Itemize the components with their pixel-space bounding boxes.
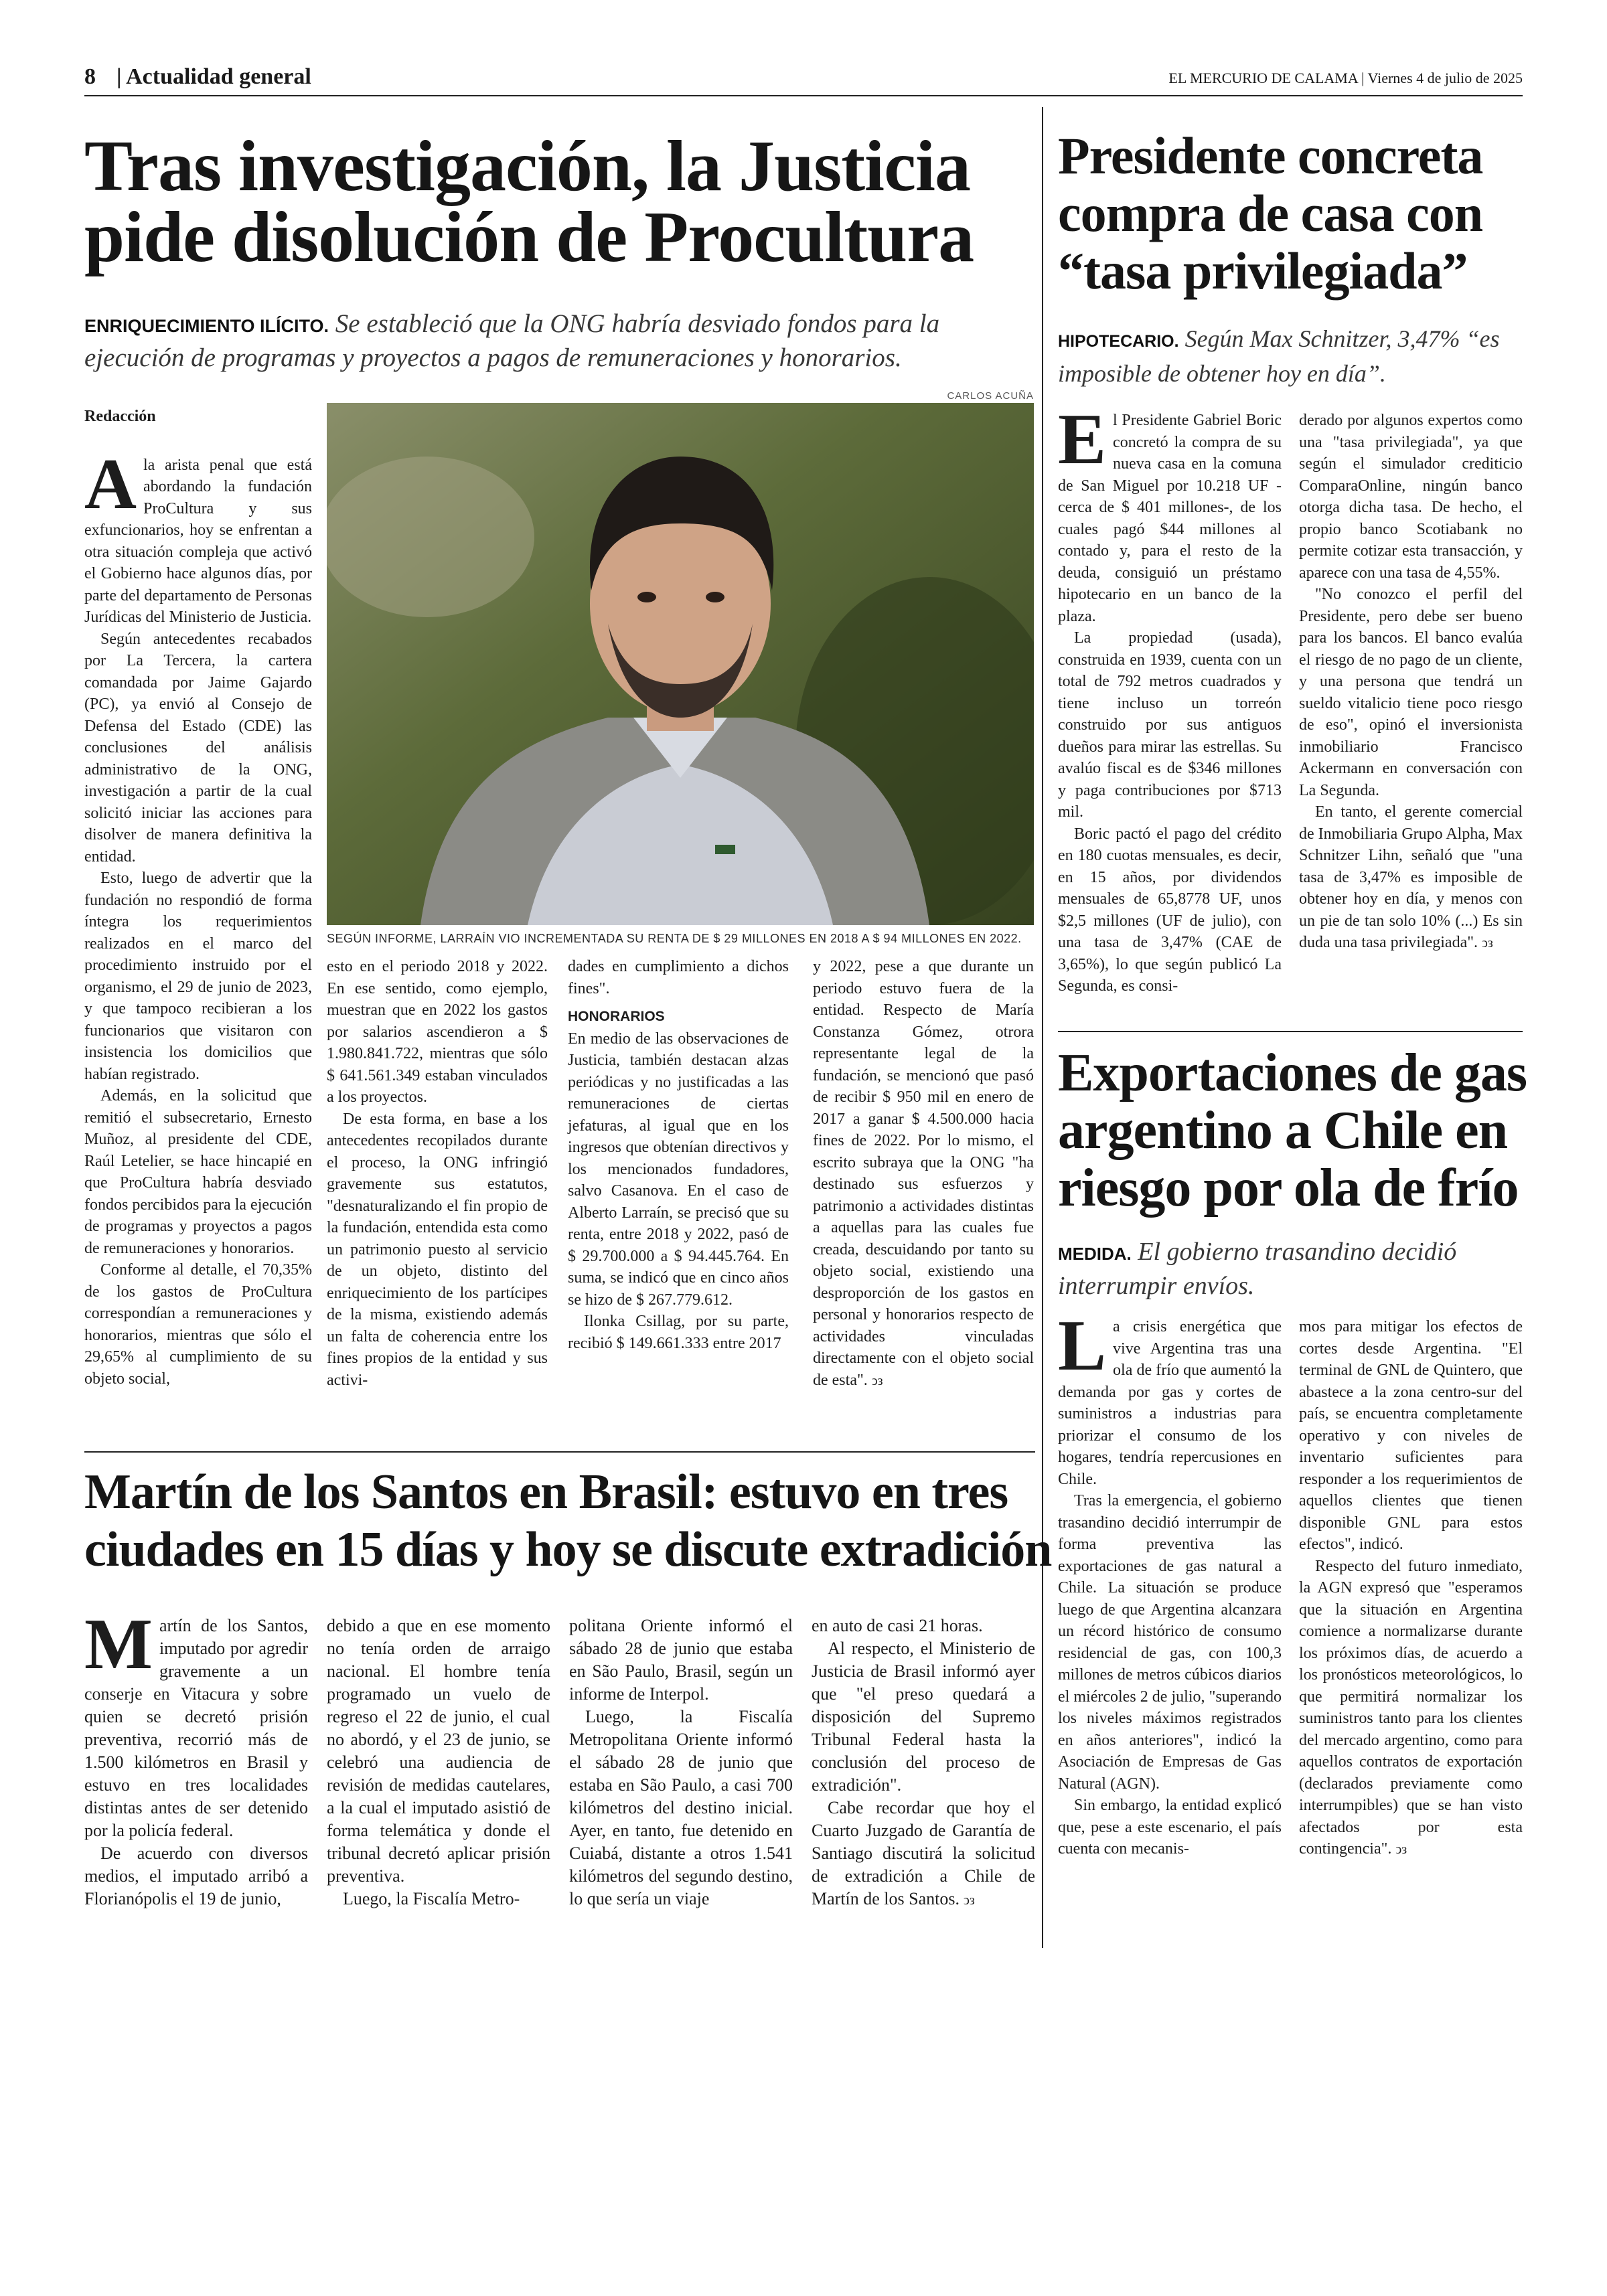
article-4-col-2 xyxy=(327,1615,550,1910)
article-4-col-1 xyxy=(84,1605,308,1910)
photo-credit: CARLOS ACUÑA xyxy=(947,390,1034,402)
page-header xyxy=(84,64,1523,96)
paragraph: Conforme al detalle, el 70,35% de los gastos de ProCultura correspondían a remuneraciones y honorarios, mientras que sólo el 29,65% al cumplimiento de su objeto social, xyxy=(84,1261,312,1388)
paragraph: La propiedad (usada), construida en 1939, cuenta con un total de 792 metros cuadrados y tiene incluso un torreón construido por sus antiguos dueños para mirar las estrellas. Su avalúo fiscal es de $346 millones y paga contribuciones por $713 mil. xyxy=(1058,629,1282,821)
headline-line: argentino a Chile en xyxy=(1058,1101,1508,1160)
kicker: HIPOTECARIO. xyxy=(1058,332,1179,351)
paragraph: en auto de casi 21 horas. xyxy=(812,1616,983,1635)
paragraph: esto en el periodo 2018 y 2022. En ese sentido, como ejemplo, muestran que en 2022 los gastos por salarios ascendieron a $ 1.980.841.722, mientras que sólo $ 641.561.349 estaban vinculados a los proyectos. xyxy=(327,958,548,1106)
paragraph: Según antecedentes recabados por La Tercera, la cartera comandada por Jaime Gajardo (PC), ya envió al Consejo de Defensa del Estado (CDE) las conclusiones del análisis administrativo de la ONG, investigación a partir de la cual solicitó iniciar las acciones para disolver de manera definitiva la entidad. xyxy=(84,630,312,866)
section-name: | Actualidad general xyxy=(117,64,311,89)
paragraph: Además, en la solicitud que remitió el subsecretario, Ernesto Muñoz, al presidente del CDE, Raúl Letelier, se hace hincapié en que ProCultura habría desviado fondos percibidos para la ejecución de programas y proyectos a pagos de remuneraciones y honorarios. xyxy=(84,1087,312,1257)
article-2-deck xyxy=(1058,323,1527,390)
headline-line: Presidente concreta xyxy=(1058,127,1483,185)
paragraph: dades en cumplimiento a dichos fines". xyxy=(568,958,789,997)
deck-text: Se estableció que la ONG habría desviado fondos para la ejecución de programas y proyectos a pagos de remuneraciones y honorarios. xyxy=(84,309,940,372)
paragraph: a crisis energética que vive Argentina tras una ola de frío que aumentó la demanda por gas y cortes de suministros a industrias para priorizar el consumo de los hogares, tendría repercusiones en Chile. xyxy=(1058,1318,1282,1488)
article-3-col-2 xyxy=(1299,1316,1523,1861)
portrait-illustration xyxy=(327,403,1034,925)
article-3-col-1 xyxy=(1058,1306,1282,1860)
paragraph: Tras la emergencia, el gobierno trasandino decidió interrumpir de forma preventiva las exportaciones de gas natural a Chile. La situación se produce luego de que Argentina alcanzara un récord histórico de consumo residencial de gas, con 100,3 millones de metros cúbicos diarios el miércoles 2 de julio, "superando los niveles máximos registrados en años anteriores", indicó la Asociación de Empresas de Gas Natural (AGN). xyxy=(1058,1492,1282,1793)
headline-line: riesgo por ola de frío xyxy=(1058,1159,1519,1218)
drop-cap: L xyxy=(1058,1306,1107,1386)
paragraph: En tanto, el gerente comercial de Inmobiliaria Grupo Alpha, Max Schnitzer Lihn, señaló que "una tasa de 3,47% es imposible de obtener hoy en día, y menos con un pie de tan solo 10% (...) Es sin duda una tasa privilegiada". xyxy=(1299,803,1523,951)
drop-cap: A xyxy=(84,444,137,524)
paragraph: Esto, luego de advertir que la fundación no respondió de forma íntegra los requerimientos realizados en el marco del procedimiento instruido por el organismo, el 29 de junio de 2023, y que tampoco recibieran a los funcionarios que visitaron con insistencia los domicilios que habían registrado. xyxy=(84,870,312,1083)
headline-line: Exportaciones de gas xyxy=(1058,1044,1527,1102)
paragraph: debido a que en ese momento no tenía orden de arraigo nacional. El hombre tenía programado un vuelo de regreso el 22 de junio, el cual no abordó, y el 23 de junio, se celebró una audiencia de revisión de medidas cautelares, a la cual el imputado asistió de forma telemática y donde el tribunal decretó aplicar prisión preventiva. xyxy=(327,1616,550,1886)
section-divider xyxy=(84,1451,1035,1453)
paragraph: y 2022, pese a que durante un periodo estuvo fuera de la entidad. Respecto de María Constanza Gómez, otrora representante legal de la fundación, se mencionó que pasó de recibir $ 950 mil en enero de 2017 a ganar $ 4.500.000 hacia fines de 2022. Por lo mismo, el escrito subraya que la ONG "ha destinado sus esfuerzos y patrimonio a actividades distintas a aquellas para las cuales fue creada, descuidando por tanto su objeto social, existiendo una desproporción de los gastos en personal y honorarios respecto de actividades vinculadas directamente con el objeto social de esta". xyxy=(813,958,1034,1389)
article-3-headline xyxy=(1058,1044,1527,1217)
headline-line: “tasa privilegiada” xyxy=(1058,242,1468,300)
headline-line: ciudades en 15 días y hoy se discute extradición xyxy=(84,1522,1052,1577)
paragraph: Boric pactó el pago del crédito en 180 cuotas mensuales, es decir, en 15 años, por dividendos mensuales de 65,8778 UF, unos $2,5 millones (UF de julio), con una tasa de 3,47% (CAE de 3,65%), lo que según publicó La Segunda, es consi- xyxy=(1058,825,1282,995)
paragraph: l Presidente Gabriel Boric concretó la compra de su nueva casa en la comuna de San Miguel por 10.218 UF -cerca de $ 401 millones-, de los cuales pagó $44 millones al contado y, para el resto de la deuda, consiguió un préstamo hipotecario en un banco de la plaza. xyxy=(1058,412,1282,625)
deck-text: Según Max Schnitzer, 3,47% “es imposible de obtener hoy en día”. xyxy=(1058,325,1500,387)
article-1-headline xyxy=(84,127,974,277)
page-number: 8 xyxy=(84,64,96,89)
paragraph: politana Oriente informó el sábado 28 de junio que estaba en São Paulo, Brasil, según un informe de Interpol. xyxy=(569,1616,793,1704)
paragraph: En medio de las observaciones de Justicia, también destacan alzas periódicas y no justificadas a las remuneraciones de ciertas jefaturas, al igual que en los ingresos que obtenían directivos y los mencionados fundadores, salvo Casanova. En el caso de Alberto Larraín, se precisó que su renta, entre 2018 y 2022, pasó de $ 29.700.000 a $ 94.445.764. En suma, se indicó que en cinco años se hizo de $ 267.779.612. xyxy=(568,1030,789,1309)
byline: Redacción xyxy=(84,408,156,425)
paragraph: De acuerdo con diversos medios, el imputado arribó a Florianópolis el 19 de junio, xyxy=(84,1843,308,1908)
deck-text: El gobierno trasandino decidió interrumpir envíos. xyxy=(1058,1238,1457,1300)
paragraph: derado por algunos expertos como una "tasa privilegiada", ya que según el simulador crediticio ComparaOnline, ningún banco otorga dicha tasa. De hecho, el propio banco Scotiabank no permite cotizar esta transacción, y aparece con una tasa de 4,55%. xyxy=(1299,412,1523,582)
kicker: ENRIQUECIMIENTO ILÍCITO. xyxy=(84,316,329,336)
end-mark: ↄз xyxy=(1395,1842,1407,1857)
article-2-headline xyxy=(1058,127,1482,300)
headline-line: compra de casa con xyxy=(1058,184,1483,242)
headline-line: Martín de los Santos en Brasil: estuvo en tres xyxy=(84,1465,1008,1520)
article-1-deck xyxy=(84,308,1035,374)
paragraph: De esta forma, en base a los antecedentes recopilados durante el proceso, la ONG infringió gravemente sus estatutos, "desnaturalizando el fin propio de la fundación, entendida esta como un patrimonio puesto al servicio de un objeto, distinto del enriquecimiento de los partícipes de la misma, existiendo además un falta de coherencia entre los fines propios de la entidad y sus activi- xyxy=(327,1110,548,1389)
article-2-col-2 xyxy=(1299,410,1523,955)
paragraph: Respecto del futuro inmediato, la AGN expresó que "esperamos que la situación en Argentina comience a normalizarse durante los próximos días, de acuerdo a los pronósticos meteorológicos, lo que permitirá normalizar los suministros tanto para los clientes del mercado argentino, como para aquellos contratos de exportación (declarados previamente como interrumpibles) que se han visto afectados por esta contingencia". xyxy=(1299,1557,1523,1858)
paragraph: Al respecto, el Ministerio de Justicia de Brasil informó ayer que "el preso quedará a disposición del Supremo Tribunal Federal hasta la conclusión del proceso de extradición". xyxy=(812,1639,1035,1795)
end-mark: ↄз xyxy=(871,1373,883,1388)
article-4-headline xyxy=(84,1463,1051,1578)
publication-dateline: EL MERCURIO DE CALAMA | Viernes 4 de julio de 2025 xyxy=(1168,70,1523,86)
article-1-col-2 xyxy=(327,956,548,1391)
article-4-col-3 xyxy=(569,1615,793,1910)
end-mark: ↄз xyxy=(964,1893,975,1908)
subheading: HONORARIOS xyxy=(568,1009,665,1024)
article-1-col-1 xyxy=(84,406,312,1390)
section-divider xyxy=(1058,1031,1523,1032)
paragraph: Ilonka Csillag, por su parte, recibió $ 149.661.333 entre 2017 xyxy=(568,1313,789,1352)
end-mark: ↄз xyxy=(1482,936,1493,951)
article-3-deck xyxy=(1058,1236,1527,1302)
photo-caption: SEGÚN INFORME, LARRAÍN VIO INCREMENTADA SU RENTA DE $ 29 MILLONES EN 2018 A $ 94 MILLONES EN 2022. xyxy=(327,932,1022,945)
drop-cap: M xyxy=(84,1605,153,1684)
paragraph: Cabe recordar que hoy el Cuarto Juzgado de Garantía de Santiago discutirá la solicitud de extradición a Chile de Martín de los Santos. xyxy=(812,1798,1035,1908)
portrait-photo xyxy=(327,403,1034,925)
article-2-col-1 xyxy=(1058,400,1282,997)
paragraph: Luego, la Fiscalía Metropolitana Oriente informó el sábado 28 de junio que estaba en São Paulo, a casi 700 kilómetros del destino inicial. Ayer, en tanto, fue detenido en Cuiabá, distante a otros 1.541 kilómetros del segundo destino, lo que sería un viaje xyxy=(569,1707,793,1908)
paragraph: la arista penal que está abordando la fundación ProCultura y sus exfuncionarios, hoy se enfrentan a otra situación compleja que activó el Gobierno hace algunos días, por parte del departamento de Personas Jurídicas del Ministerio de Justicia. xyxy=(84,456,312,626)
paragraph: "No conozco el perfil del Presidente, pero debe ser bueno para los bancos. El banco evalúa el riesgo de no pago de un cliente, y una persona que tendrá un sueldo vitalicio tiene poco riesgo de eso", opinó el inversionista inmobiliario Francisco Ackermann en conversación con La Segunda. xyxy=(1299,586,1523,799)
drop-cap: E xyxy=(1058,400,1107,479)
kicker: MEDIDA. xyxy=(1058,1244,1132,1264)
paragraph: mos para mitigar los efectos de cortes desde Argentina. "El terminal de GNL de Quintero, que abastece a la zona centro-sur del país, se encuentra completamente operativo y con niveles de inventario suficientes para responder a los requerimientos de aquellos clientes que tienen disponible GNL para estos efectos", indicó. xyxy=(1299,1318,1523,1553)
article-4-col-4 xyxy=(812,1615,1035,1912)
headline-line: Tras investigación, la Justicia xyxy=(84,127,971,206)
headline-line: pide disolución de Procultura xyxy=(84,197,974,277)
paragraph: artín de los Santos, imputado por agredir gravemente a un conserje en Vitacura y sobre quien se decretó prisión preventiva, recorrió más de 1.500 kilómetros en Brasil y estuvo en tres localidades distintas antes de ser detenido por la policía federal. xyxy=(84,1616,308,1840)
article-1-col-3 xyxy=(568,956,789,1354)
article-1-col-4 xyxy=(813,956,1034,1392)
column-divider xyxy=(1042,107,1043,1948)
paragraph: Luego, la Fiscalía Metro- xyxy=(343,1889,520,1908)
paragraph: Sin embargo, la entidad explicó que, pese a este escenario, el país cuenta con mecanis- xyxy=(1058,1797,1282,1858)
